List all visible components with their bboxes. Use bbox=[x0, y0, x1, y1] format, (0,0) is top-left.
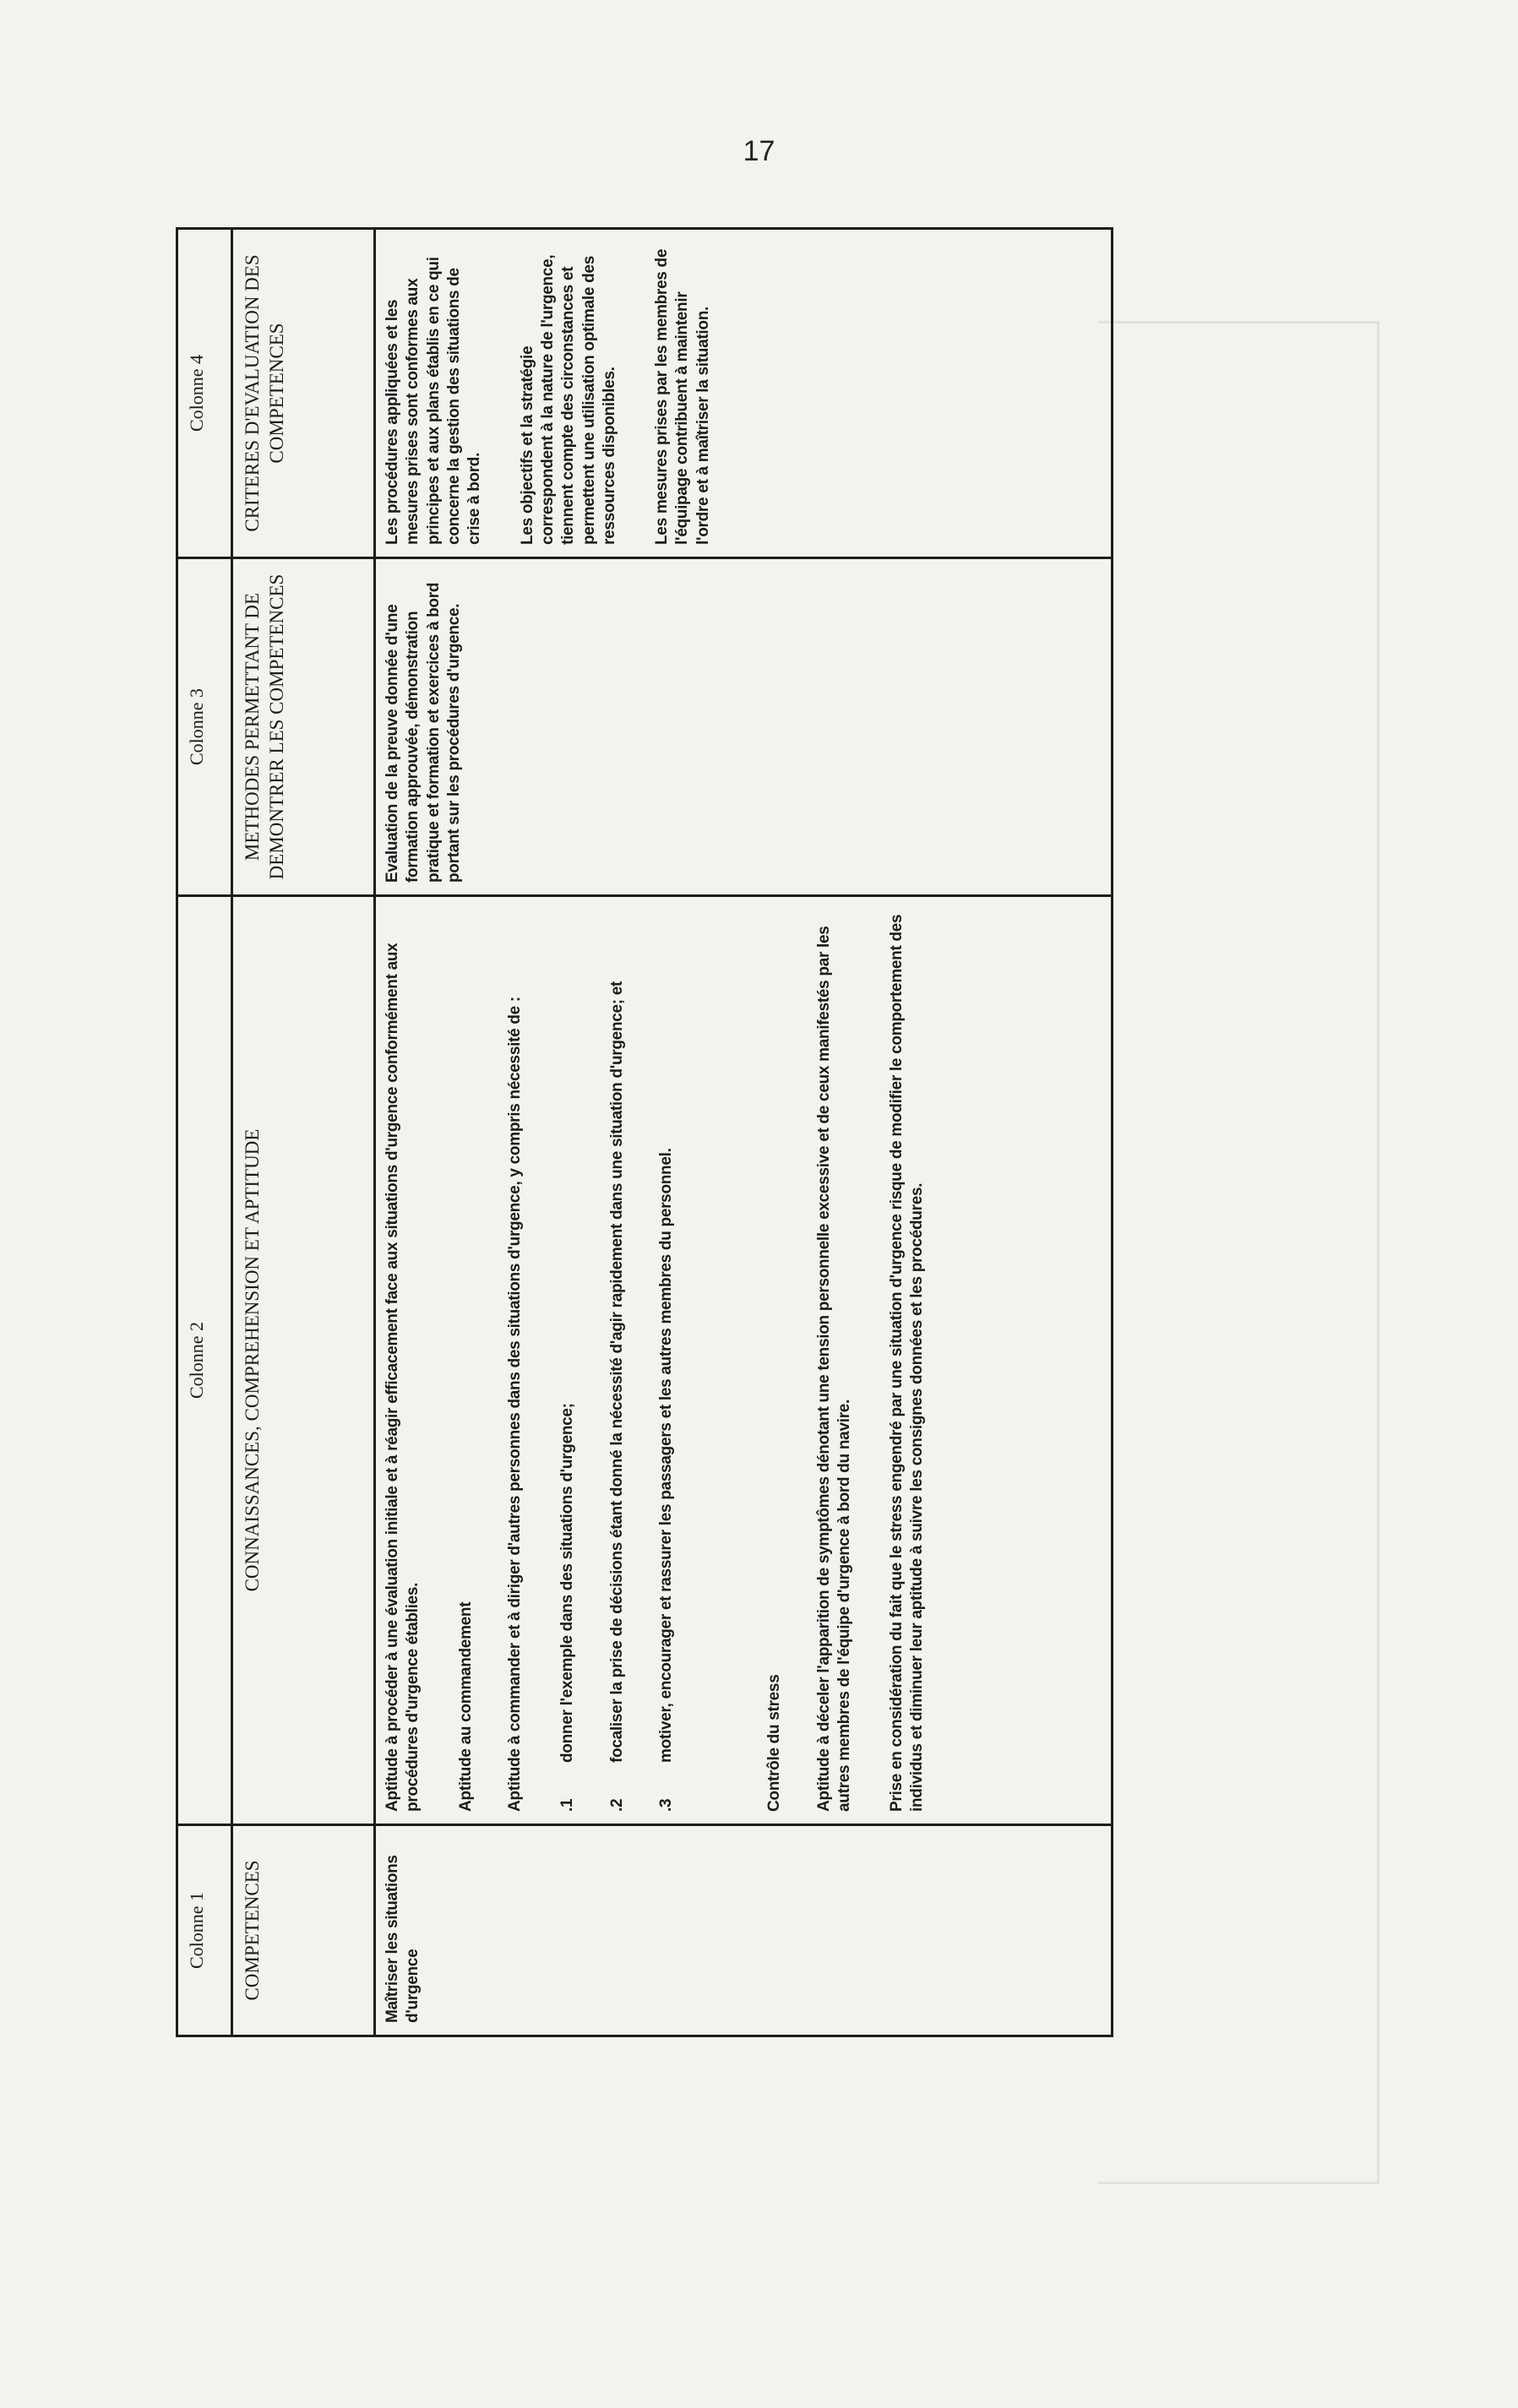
list-item bbox=[656, 909, 677, 1812]
criteria-paragraph-2: Les objectifs et la stratégie correspondent à la nature de l'urgence, tiennent compte des circonstances et permettent une utilisation optimale des ressources disponibles. bbox=[518, 254, 618, 545]
col4-cell bbox=[375, 229, 1113, 558]
col1-cell bbox=[375, 1825, 1113, 2036]
criteria-paragraph-3: Les mesures prises par les membres de l'équipage contribuent à maintenir l'ordre et à maîtriser la situation. bbox=[653, 248, 712, 545]
list-item-number: .3 bbox=[656, 1798, 675, 1812]
criteria-paragraph-1: Les procédures appliquées et les mesures prises sont conformes aux principes et aux plans établis en ce qui concerne la gestion des situations de crise à bord. bbox=[384, 257, 484, 545]
col4-number: Colonne 4 bbox=[177, 229, 232, 558]
list-item-text: focaliser la prise de décisions étant donné la nécessité d'agir rapidement dans une situation d'urgence; et bbox=[607, 981, 626, 1763]
list-item-text: motiver, encourager et rassurer les passagers et les autres membres du personnel. bbox=[656, 1148, 675, 1763]
col2-cell bbox=[375, 896, 1113, 1825]
knowledge-paragraph-2: Aptitude à commander et à diriger d'autres personnes dans des situations d'urgence, y compris nécessité de : bbox=[505, 997, 524, 1812]
competence-title: Maîtriser les situations d'urgence bbox=[384, 1855, 422, 2023]
col1-header: COMPETENCES bbox=[232, 1825, 375, 2036]
list-item bbox=[558, 909, 578, 1812]
knowledge-paragraph-3: Aptitude à déceler l'apparition de symptômes dénotant une tension personnelle excessive et de ceux manifestés par les autres membres de l'équipe d'urgence à bord du navire. bbox=[814, 926, 853, 1812]
competence-table bbox=[176, 227, 1113, 2037]
header-row bbox=[232, 229, 375, 2036]
list-item-number: .1 bbox=[558, 1798, 577, 1812]
knowledge-paragraph-4: Prise en considération du fait que le stress engendré par une situation d'urgence risque de modifier le comportement des individus et diminuer leur aptitude à suivre les consignes données et les procédures. bbox=[888, 914, 927, 1812]
col4-header: CRITERES D'EVALUATION DES COMPETENCES bbox=[232, 229, 375, 558]
list-item-number: .2 bbox=[607, 1798, 626, 1812]
col2-number: Colonne 2 bbox=[177, 896, 232, 1825]
col1-number: Colonne 1 bbox=[177, 1825, 232, 2036]
column-number-row bbox=[177, 229, 232, 2036]
leadership-heading: Aptitude au commandement bbox=[456, 1601, 475, 1812]
demonstration-methods-text: Evaluation de la preuve donnée d'une formation approuvée, démonstration pratique et formation et exercices à bord portant sur les procédures d'urgence. bbox=[384, 582, 463, 883]
spacer bbox=[705, 909, 764, 1812]
list-item-text: donner l'exemple dans des situations d'urgence; bbox=[558, 1403, 577, 1763]
page-number: 17 bbox=[743, 135, 775, 167]
stress-heading: Contrôle du stress bbox=[765, 1674, 784, 1812]
col3-cell bbox=[375, 558, 1113, 896]
col3-number: Colonne 3 bbox=[177, 558, 232, 896]
rotated-table-wrapper bbox=[176, 230, 1113, 2037]
bleed-through-shadow bbox=[1098, 321, 1379, 2184]
knowledge-paragraph-1: Aptitude à procéder à une évaluation initiale et à réagir efficacement face aux situations d'urgence conformément aux procédures d'urgence établies. bbox=[384, 943, 422, 1812]
col3-header: METHODES PERMETTANT DE DEMONTRER LES COMPETENCES bbox=[232, 558, 375, 896]
content-row bbox=[375, 229, 1113, 2036]
col2-header: CONNAISSANCES, COMPREHENSION ET APTITUDE bbox=[232, 896, 375, 1825]
list-item bbox=[607, 909, 628, 1812]
